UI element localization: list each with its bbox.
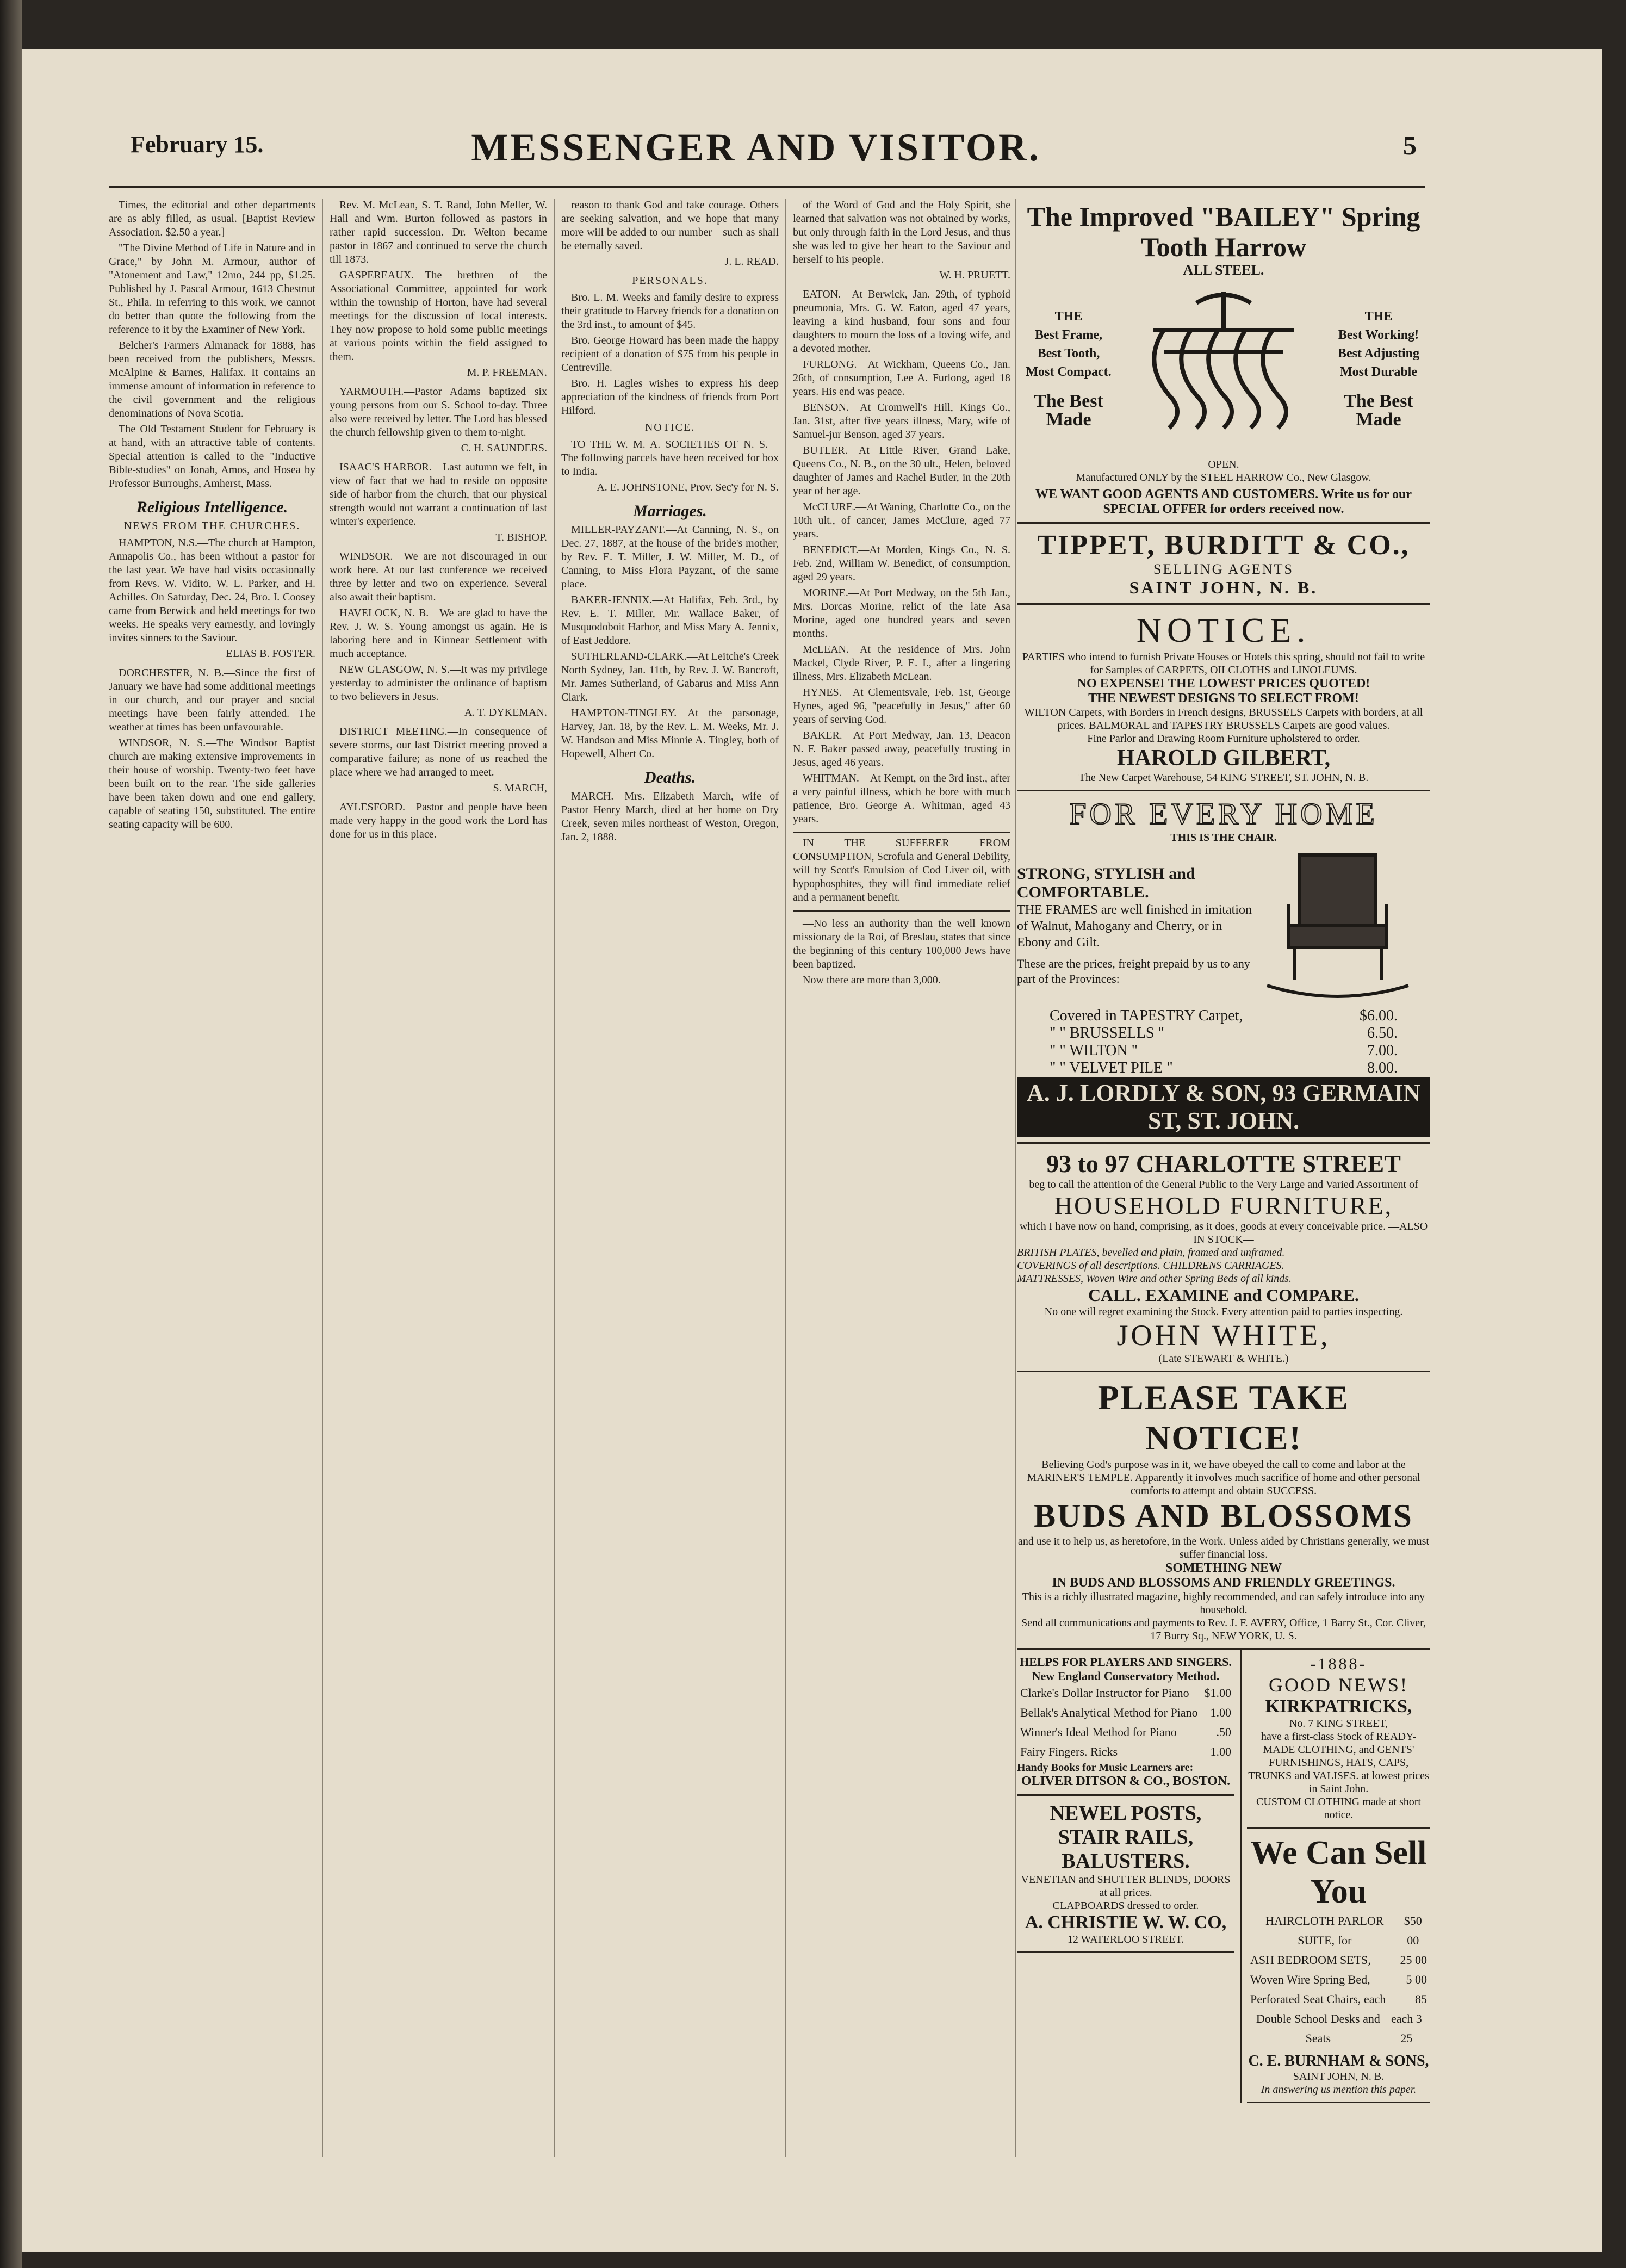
kirk-year: -1888- <box>1310 1655 1367 1673</box>
signature: W. H. PRUETT. <box>939 269 1010 281</box>
left-ads <box>1017 1650 1242 2103</box>
price-label: Covered in TAPESTRY Carpet, <box>1050 1007 1243 1024</box>
sellyou-footer: In answering us mention this paper. <box>1261 2084 1417 2096</box>
price-value: 6.50. <box>1367 1025 1398 1042</box>
newspaper-title: MESSENGER AND VISITOR. <box>471 126 1041 169</box>
rocking-chair-illustration <box>1256 844 1419 1007</box>
price-value: 8.00. <box>1367 1059 1398 1076</box>
notice-title: NOTICE. <box>1136 611 1311 649</box>
price-row <box>1017 1007 1430 1025</box>
buds-body: and use it to help us, as heretofore, in the Work. Unless aided by Christians generally, we must suffer financial loss. <box>1017 1535 1429 1560</box>
buds-title: BUDS AND BLOSSOMS <box>1034 1498 1413 1534</box>
personal-item: Bro. H. Eagles wishes to express his deep appreciation of the kindness of friends from Port Hilford. <box>561 377 779 417</box>
chair-text <box>1017 865 1256 987</box>
price-label: " " BRUSSELLS " <box>1050 1025 1164 1042</box>
chair-description: THE FRAMES are well finished in imitation of Walnut, Mahogany and Cherry, or in Ebony and Gilt. <box>1017 903 1252 950</box>
column-3 <box>561 199 779 2211</box>
tippet-city: SAINT JOHN, N. B. <box>1129 578 1318 597</box>
death-notice: MARCH.—Mrs. Elizabeth March, wife of Pastor Henry March, died at her home on Dry Creek, seven miles northeast of Weston, Oregon, Jan. 2, 1888. <box>561 790 779 843</box>
column-2 <box>330 199 547 2211</box>
death-notice: BUTLER.—At Little River, Grand Lake, Queens Co., N. B., on the 30 ult., Helen, beloved daughter of James and Rachel Butler, in the 20th year of her age. <box>793 444 1010 497</box>
kirk-body: have a first-class Stock of READY-MADE CLOTHING, and GENTS' FURNISHINGS, HATS, CAPS, TRUNKS and VALISES. at lowest prices in Saint John. <box>1248 1731 1429 1795</box>
newel-body: CLAPBOARDS dressed to order. <box>1052 1900 1199 1912</box>
sellyou-item <box>1247 2009 1430 2048</box>
marriage-notice: MILLER-PAYZANT.—At Canning, N. S., on Dec. 27, 1887, at the house of the bride's mother, by Rev. E. T. Miller, J. W. Miller, M. D., of Canning, to Miss Flora Payzant, of the same place. <box>561 524 779 590</box>
buds-address: Send all communications and payments to Rev. J. F. AVERY, Office, 1 Barry St., Cor. Cliver, 17 Burry Sq., NEW YORK, U. S. <box>1021 1617 1426 1642</box>
newel-title: NEWEL POSTS, STAIR RAILS, <box>1050 1802 1202 1849</box>
section-deaths: Deaths. <box>644 769 696 786</box>
notice-body: PARTIES who intend to furnish Private Houses or Hotels this spring, should not fail to write for Samples of CARPETS, OILCLOTHS and LINOLEUMS. <box>1022 651 1425 676</box>
ad-newel-posts <box>1017 1796 1234 1953</box>
buds-new-head: SOMETHING NEW <box>1165 1561 1282 1575</box>
article-top: reason to thank God and take courage. Others are seeking salvation, and we hope that many more will be added to our number—such as shall be eternally saved. <box>561 199 779 252</box>
feature-line: THE <box>1054 309 1083 324</box>
feature-line: Best Tooth, <box>1037 346 1100 361</box>
article-new-glasgow: NEW GLASGOW, N. S.—It was my privilege yesterday to administer the ordinance of baptism to two believers in Jesus. <box>330 664 547 703</box>
price-label: " " WILTON " <box>1050 1042 1138 1059</box>
best-made-tag: The Best Made <box>1034 391 1103 430</box>
harrow-maker: Manufactured ONLY by the STEEL HARROW Co., New Glasgow. <box>1076 472 1371 484</box>
price-value: 7.00. <box>1367 1042 1398 1059</box>
column-1 <box>109 199 315 2211</box>
ad-notice <box>1017 605 1430 791</box>
page-header <box>87 120 1447 179</box>
ad-we-can-sell-you <box>1247 1829 1430 2103</box>
article-windsor: WINDSOR, N. S.—The Windsor Baptist church are making extensive improvements in their house of worship. Twenty-two feet have been built on to the rear. The side galleries have been taken down and one end gallery, capable of seating 150, substituted. The entire seating capacity will be 600. <box>109 737 315 831</box>
sellyou-item <box>1247 1911 1430 1950</box>
harrow-agents: WE WANT GOOD AGENTS AND CUSTOMERS. Write us for our SPECIAL OFFER for orders received now. <box>1035 487 1412 516</box>
notice-body: Fine Parlor and Drawing Room Furniture upholstered to order. <box>1087 733 1360 745</box>
charlotte-seller-sub: (Late STEWART & WHITE.) <box>1158 1353 1289 1365</box>
sellyou-label: ASH BEDROOM SETS, <box>1250 1953 1371 1967</box>
sellyou-price: 5 00 <box>1406 1973 1427 1986</box>
death-notice: HYNES.—At Clementsvale, Feb. 1st, George Hynes, aged 96, "peacefully in Jesus," after 60 years of serving God. <box>793 686 1010 726</box>
death-notice: BAKER.—At Port Medway, Jan. 13, Deacon N. F. Baker passed away, peacefully trusting in Jesus, aged 46 years. <box>793 729 1010 769</box>
sellyou-price: $50 00 <box>1404 1914 1422 1947</box>
charlotte-call-sub: No one will regret examining the Stock. Every attention paid to parties inspecting. <box>1044 1306 1403 1318</box>
notice-seller: HAROLD GILBERT, <box>1116 746 1331 771</box>
music-label: Fairy Fingers. Ricks <box>1020 1745 1118 1758</box>
death-notice: MORINE.—At Port Medway, on the 5th Jan., Mrs. Dorcas Morine, relict of the late Asa Morine, aged one hundred years and seven months. <box>793 587 1010 640</box>
sellyou-price: each 3 25 <box>1391 2012 1422 2045</box>
feature-line: Best Frame, <box>1035 328 1102 342</box>
article-aylesford: AYLESFORD.—Pastor and people have been made very happy in the good work the Lord has done for us in this place. <box>330 801 547 840</box>
chair-tag: STRONG, STYLISH and COMFORTABLE. <box>1017 865 1195 901</box>
newspaper-page <box>22 49 1602 2252</box>
signature: C. H. SAUNDERS. <box>461 442 547 454</box>
price-row <box>1017 1042 1430 1059</box>
emulsion-text: IN THE SUFFERER FROM CONSUMPTION, Scrofula and General Debility, will try Scott's Emulsion of Cod Liver oil, with hypophosphites, they will find immediate relief and a permanent benefit. <box>793 837 1010 903</box>
buds-new-sub: IN BUDS AND BLOSSOMS AND FRIENDLY GREETINGS. <box>1052 1576 1395 1590</box>
right-ads <box>1242 1650 1430 2103</box>
harrow-illustration <box>1131 287 1316 450</box>
death-notice: BENEDICT.—At Morden, Kings Co., N. S. Feb. 2nd, William W. Benedict, of consumption, aged 29 years. <box>793 544 1010 583</box>
charlotte-main: HOUSEHOLD FURNITURE, <box>1054 1192 1393 1219</box>
signature: T. BISHOP. <box>495 531 547 543</box>
harrow-body <box>1017 278 1430 458</box>
col1-para1: "The Divine Method of Life in Nature and in Grace," by John M. Armour, author of "Atonement and Law," 12mo, 244 pp, $1.25. Published by J. Pascal Armour, 1613 Chestnut St., Phila. In referring to this work, we cannot do better than quote the following from the reference to it by the Examiner of New York. <box>109 242 315 336</box>
sellyou-item <box>1247 1990 1430 2009</box>
please-body: Believing God's purpose was in it, we have obeyed the call to come and labor at the MARINER'S TEMPLE. Apparently it involves much sacrifice of home and other personal comforts to attempt and obtain SUCCESS. <box>1027 1459 1420 1497</box>
notice-body: WILTON Carpets, with Borders in French designs, BRUSSELS Carpets with borders, at all prices. BALMORAL and TAPESTRY BRUSSELS Carpets are good values. <box>1024 707 1423 732</box>
col1-para3: The Old Testament Student for February is at hand, with an attractive table of contents. Special attention is called to the "Inductive Bible-studies" on Jonah, Amos, and Hosea by Professor Burroughs, Amherst, Mass. <box>109 423 315 489</box>
sellyou-label: HAIRCLOTH PARLOR SUITE, for <box>1265 1914 1384 1947</box>
col1-intro: Times, the editorial and other departments are as ably filled, as usual. [Baptist Review Association. $2.50 a year.] <box>109 199 315 238</box>
music-title: HELPS FOR PLAYERS AND SINGERS. <box>1020 1655 1232 1669</box>
kirk-name: KIRKPATRICKS, <box>1265 1696 1412 1717</box>
charlotte-seller: JOHN WHITE, <box>1116 1319 1331 1352</box>
feature-line: Best Working! <box>1338 328 1419 342</box>
death-notice: EATON.—At Berwick, Jan. 29th, of typhoid pneumonia, Mrs. G. W. Eaton, aged 47 years, leaving a kind husband, four sons and four daughters to mourn the loss of a loving wife, and a devoted mother. <box>793 288 1010 355</box>
signature: M. P. FREEMAN. <box>467 367 547 379</box>
chair-seller: A. J. LORDLY & SON, 93 GERMAIN ST, ST. JOHN. <box>1017 1077 1430 1137</box>
ad-kirkpatricks <box>1247 1650 1430 1829</box>
notice-line: NO EXPENSE! THE LOWEST PRICES QUOTED! <box>1077 677 1370 691</box>
personal-item: Bro. George Howard has been made the happy recipient of a donation of $75 from his people in Centreville. <box>561 334 779 374</box>
charlotte-call: CALL. EXAMINE and COMPARE. <box>1088 1285 1360 1305</box>
marriage-notice: HAMPTON-TINGLEY.—At the parsonage, Harvey, Jan. 18, by the Rev. L. M. Weeks, Mr. J. W. Handson and Miss Minnie A. Tingley, both of Hopewell, Albert Co. <box>561 707 779 760</box>
price-label: " " VELVET PILE " <box>1050 1059 1173 1076</box>
article-jews: —No less an authority than the well known missionary de la Roi, of Breslau, states that since the beginning of this century 100,000 Jews have been baptized. <box>793 918 1010 970</box>
harrow-left-features <box>1017 307 1120 429</box>
article-dorchester: DORCHESTER, N. B.—Since the first of January we have had some additional meetings in our church, and our prayer and social meetings have been fairly attended. The weather at times has been unfavourable. <box>109 667 315 733</box>
column-divider <box>322 199 323 2157</box>
death-notice: McCLURE.—At Waning, Charlotte Co., on the 10th ult., of cancer, James McClure, aged 77 years. <box>793 501 1010 540</box>
notice-heading: NOTICE. <box>644 422 696 433</box>
charlotte-intro: beg to call the attention of the General Public to the Very Large and Varied Assortment of <box>1029 1179 1418 1191</box>
personals-heading: PERSONALS. <box>632 275 708 287</box>
sellyou-price: 25 00 <box>1400 1953 1427 1967</box>
charlotte-title: 93 to 97 CHARLOTTE STREET <box>1046 1150 1401 1178</box>
article-end: Now there are more than 3,000. <box>803 974 941 986</box>
article-top: of the Word of God and the Holy Spirit, she learned that salvation was not obtained by works, but only through faith in the Lord Jesus, and thus she was led to give her heart to the Saviour and herself to his people. <box>793 199 1010 265</box>
kirk-news: GOOD NEWS! <box>1269 1674 1408 1696</box>
price-value: $6.00. <box>1360 1007 1398 1024</box>
charlotte-line: MATTRESSES, Woven Wire and other Spring Beds of all kinds. <box>1017 1273 1292 1285</box>
music-publisher: OLIVER DITSON & CO., BOSTON. <box>1021 1774 1231 1788</box>
emulsion-box <box>793 832 1010 912</box>
newel-seller-sub: 12 WATERLOO STREET. <box>1067 1934 1184 1945</box>
ad-chair <box>1017 791 1430 1144</box>
signature: ELIAS B. FOSTER. <box>226 648 315 660</box>
newel-body: VENETIAN and SHUTTER BLINDS, DOORS at all prices. <box>1021 1874 1231 1899</box>
column-4 <box>793 199 1010 2211</box>
sellyou-title: We Can Sell You <box>1250 1835 1427 1910</box>
music-label: Winner's Ideal Method for Piano <box>1020 1725 1177 1739</box>
death-notice: McLEAN.—At the residence of Mrs. John Mackel, Clyde River, P. E. I., after a lingering illness, Mrs. Elizabeth McLean. <box>793 643 1010 683</box>
harrow-open-label: OPEN. <box>1208 458 1239 470</box>
chair-prices-intro: These are the prices, freight prepaid by us to any part of the Provinces: <box>1017 957 1250 986</box>
chair-title: FOR EVERY HOME <box>1069 797 1378 831</box>
sellyou-item <box>1247 1950 1430 1970</box>
article-havelock: HAVELOCK, N. B.—We are glad to have the Rev. J. W. S. Young amongst us again. He is laboring here and in Kinnear Settlement with much acceptance. <box>330 607 547 660</box>
ad-split-row <box>1017 1650 1430 2103</box>
ad-music <box>1017 1650 1234 1796</box>
sellyou-label: Woven Wire Spring Bed, <box>1250 1973 1370 1986</box>
article-hampton: HAMPTON, N.S.—The church at Hampton, Annapolis Co., has been without a pastor for the last year. We have had visits occasionally from Revs. W. Vidito, W. L. Parker, and H. Achilles. On Saturday, Dec. 24, Bro. I. Coosey came from Berwick and held meetings for two weeks. He speaks very earnestly, and lovingly invites sinners to the Saviour. <box>109 537 315 644</box>
harrow-title: The Improved "BAILEY" Spring Tooth Harrow <box>1027 201 1420 262</box>
music-item <box>1017 1722 1234 1742</box>
article-top: Rev. M. McLean, S. T. Rand, John Meller, W. Hall and Wm. Burton followed as pastors in rather rapid succession. Dr. Welton became pastor in 1867 and continued to serve the church till 1873. <box>330 199 547 265</box>
signature: S. MARCH, <box>493 782 547 794</box>
issue-date: February 15. <box>131 131 264 158</box>
column-divider <box>785 199 786 2157</box>
newel-seller: A. CHRISTIE W. W. CO, <box>1025 1912 1227 1932</box>
signature: A. T. DYKEMAN. <box>464 707 547 718</box>
personal-item: Bro. L. M. Weeks and family desire to express their gratitude to Harvey friends for a donation on the 3rd inst., to amount of $45. <box>561 292 779 331</box>
col1-para2: Belcher's Farmers Almanack for 1888, has been received from the publishers, Messrs. McAlpine & Barnes, Halifax. It contains an immense amount of information in reference to the civil government and the religious denominations of Nova Scotia. <box>109 339 315 419</box>
best-made-tag: The Best Made <box>1344 391 1413 430</box>
signature: A. E. JOHNSTONE, Prov. Sec'y for N. S. <box>597 481 779 493</box>
ad-column <box>1017 196 1430 2219</box>
music-label: Bellak's Analytical Method for Piano <box>1020 1706 1198 1719</box>
music-price: $1.00 <box>1204 1686 1231 1700</box>
music-item <box>1017 1742 1234 1762</box>
sellyou-seller: C. E. BURNHAM & SONS, <box>1248 2053 1429 2069</box>
please-title: PLEASE TAKE NOTICE! <box>1097 1378 1350 1457</box>
tippet-name: TIPPET, BURDITT & CO., <box>1037 530 1410 561</box>
marriage-notice: BAKER-JENNIX.—At Halifax, Feb. 3rd., by Rev. E. T. Miller, Mr. Wallace Baker, of Musquodoboit Harbor, and Miss Mary A. Jennix, of East Jeddore. <box>561 594 779 647</box>
feature-line: THE <box>1364 309 1393 324</box>
ad-harrow <box>1017 196 1430 524</box>
charlotte-line: BRITISH PLATES, bevelled and plain, framed and unframed. <box>1017 1247 1285 1259</box>
ad-charlotte-street <box>1017 1144 1430 1372</box>
signature: J. L. READ. <box>724 256 779 268</box>
notice-line: THE NEWEST DESIGNS TO SELECT FROM! <box>1088 691 1359 705</box>
tippet-role: SELLING AGENTS <box>1153 561 1294 577</box>
section-religious-intelligence: Religious Intelligence. <box>136 498 288 516</box>
header-rule <box>109 186 1425 188</box>
article-isaacs-harbor: ISAAC'S HARBOR.—Last autumn we felt, in view of fact that we had to reside on opposite side of harbor from the church, that our physical strength would not warrant a continuation of last winter's experience. <box>330 461 547 528</box>
kirk-custom: CUSTOM CLOTHING made at short notice. <box>1256 1796 1421 1821</box>
column-divider <box>1015 199 1016 2157</box>
section-subheading: NEWS FROM THE CHURCHES. <box>123 520 301 532</box>
notice-body: TO THE W. M. A. SOCIETIES OF N. S.— The following parcels have been received for box to India. <box>561 438 779 478</box>
marriage-notice: SUTHERLAND-CLARK.—At Leitche's Creek North Sydney, Jan. 11th, by Rev. J. W. Bancroft, Mr. James Sutherland, of Gabarus and Miss Ann Clark. <box>561 650 779 703</box>
article-windsor-2: WINDSOR.—We are not discouraged in our work here. At our last conference we received three by letter and two on experience. Several also await their baptism. <box>330 550 547 603</box>
death-notice: FURLONG.—At Wickham, Queens Co., Jan. 26th, of consumption, Lee A. Furlong, aged 18 years. His end was peace. <box>793 358 1010 398</box>
article-district-meeting: DISTRICT MEETING.—In consequence of severe storms, our last District meeting proved a comparative failure; as none of us reached the place where we had arranged to meet. <box>330 726 547 778</box>
buds-body: This is a richly illustrated magazine, highly recommended, and can safely introduce into any household. <box>1022 1591 1425 1616</box>
music-price: 1.00 <box>1210 1745 1231 1758</box>
harrow-right-features <box>1327 307 1430 429</box>
article-gaspereaux: GASPEREAUX.—The brethren of the Associational Committee, appointed for work within the township of Horton, have had several meetings for the discussion of local interests. They now propose to hold some public meetings at various points within the field assigned to them. <box>330 269 547 363</box>
price-row <box>1017 1025 1430 1042</box>
music-price: .50 <box>1216 1725 1231 1739</box>
kirk-address: No. 7 KING STREET, <box>1289 1718 1388 1730</box>
article-yarmouth: YARMOUTH.—Pastor Adams baptized six young persons from our S. School to-day. Three also were received by letter. The Lord has blessed the church fellowship given to them to-night. <box>330 386 547 438</box>
music-label: Clarke's Dollar Instructor for Piano <box>1020 1686 1189 1700</box>
feature-line: Most Compact. <box>1026 365 1112 379</box>
chair-sub: THIS IS THE CHAIR. <box>1170 832 1277 844</box>
music-method: New England Conservatory Method. <box>1032 1669 1220 1683</box>
death-notice: BENSON.—At Cromwell's Hill, Kings Co., Jan. 31st, after five years illness, Mary, wife of Samuel-jur Benson, aged 37 years. <box>793 401 1010 441</box>
music-item <box>1017 1703 1234 1722</box>
column-divider <box>554 199 555 2157</box>
sellyou-city: SAINT JOHN, N. B. <box>1293 2071 1385 2083</box>
music-price: 1.00 <box>1210 1706 1231 1719</box>
sellyou-price: 85 <box>1415 1992 1427 2006</box>
death-notice: WHITMAN.—At Kempt, on the 3rd inst., after a very painful illness, which he bore with much patience, Bro. George A. Whitman, aged 43 years. <box>793 772 1010 825</box>
music-item <box>1017 1683 1234 1703</box>
music-handy: Handy Books for Music Learners are: <box>1017 1762 1194 1774</box>
newel-title-2: BALUSTERS. <box>1062 1850 1190 1873</box>
ad-tippet <box>1017 524 1430 605</box>
chair-body <box>1017 844 1430 1007</box>
ad-please-take-notice <box>1017 1372 1430 1650</box>
feature-line: Best Adjusting <box>1337 346 1420 361</box>
harrow-subtitle: ALL STEEL. <box>1183 262 1264 278</box>
sellyou-label: Double School Desks and Seats <box>1256 2012 1380 2045</box>
price-row <box>1017 1059 1430 1077</box>
charlotte-line: COVERINGS of all descriptions. CHILDRENS CARRIAGES. <box>1017 1260 1284 1272</box>
charlotte-body: which I have now on hand, comprising, as it does, goods at every conceivable price. —ALSO IN STOCK— <box>1019 1220 1428 1245</box>
feature-line: Most Durable <box>1340 365 1417 379</box>
section-marriages: Marriages. <box>633 502 707 520</box>
notice-seller-address: The New Carpet Warehouse, 54 KING STREET, ST. JOHN, N. B. <box>1078 772 1369 784</box>
page-shadow <box>0 0 22 2268</box>
page-number: 5 <box>1403 130 1417 160</box>
sellyou-item <box>1247 1970 1430 1990</box>
sellyou-label: Perforated Seat Chairs, each <box>1250 1992 1386 2006</box>
